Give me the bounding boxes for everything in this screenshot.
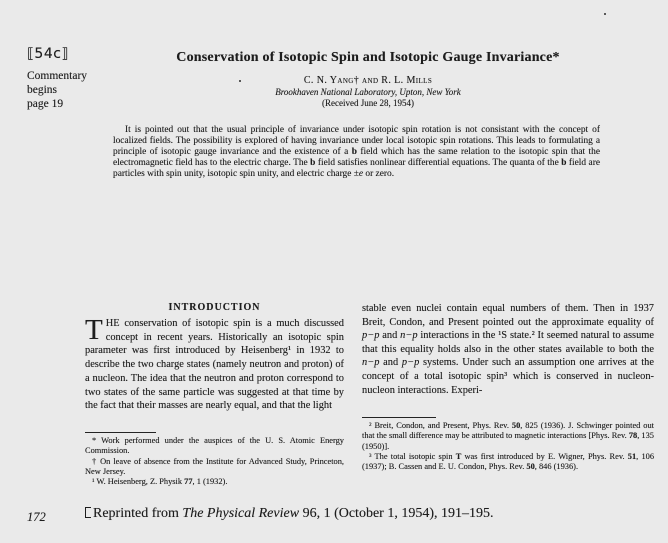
footnote-breit: ² Breit, Condon, and Present, Phys. Rev. 50, 825 (1936). J. Schwinger pointed out that the small difference may be attributed to magnetic interactions [Phys. Rev. 78, 135 (1950)]. (362, 421, 655, 451)
abstract-paragraph: It is pointed out that the usual principle of invariance under isotopic spin rotation is not consistant with the concept of localized fields. The possibility is explored of having invariance under local isotopic spin rotations. This leads to formulating a principle of isotopic gauge invariance and the existence of a b field which has the same relation to the isotopic spin that the electromagnetic field has to the electric charge. The b field satisfies nonlinear differential equations. The quanta of the b field are particles with spin unity, isotopic spin unity, and electric charge ±e or zero. (113, 125, 601, 179)
reprint-text: Reprinted from The Physical Review 96, 1 (October 1, 1954), 191–195. (93, 506, 494, 521)
reprint-citation (85, 506, 493, 522)
paper-authors: C. N. Yang† and R. L. Mills (303, 75, 433, 86)
footnote-heisenberg: ¹ W. Heisenberg, Z. Physik 77, 1 (1932). (92, 477, 228, 487)
footnote-rule-left (85, 432, 156, 433)
footnote-leave: † On leave of absence from the Institute for Advanced Study, Princeton, New Jersey. (85, 456, 344, 476)
intro-left-text: HE conservation of isotopic spin is a much discussed concept in recent years. Historically an isotopic spin parameter was first introduced by Heisenberg¹ in 1932 to describe the two charge states (namely neutron and proton) of a nucleon. The idea that the neutron and proton correspond to two states of the same particle was suggested at that time by the fact that their masses are nearly equal, and that the light (85, 318, 344, 412)
intro-right-column: stable even nuclei contain equal numbers of them. Then in 1937 Breit, Condon, and Present pointed out the approximate equality of p−p and n−p interactions in the ¹S state.² It seemed natural to assume that this equality holds also in the other states available to both the n−p and p−p systems. Under such an assumption one arrives at the concept of a total isotopic spin³ which is conserved in nucleon-nucleon interactions. Experi- (362, 303, 654, 396)
paper-affiliation: Brookhaven National Laboratory, Upton, New York (275, 87, 461, 97)
received-date: (Received June 28, 1954) (322, 98, 414, 108)
margin-note (27, 46, 87, 111)
paper-title: Conservation of Isotopic Spin and Isotopic Gauge Invariance* (176, 50, 560, 65)
paper-number-tag: ⟦54c⟧ (27, 46, 69, 62)
intro-left-column (85, 314, 344, 413)
corner-bracket-icon (85, 507, 91, 518)
book-page-number: 172 (27, 510, 46, 524)
margin-note-line: begins (27, 84, 58, 96)
footnote-work: * Work performed under the auspices of the U. S. Atomic Energy Commission. (85, 436, 344, 456)
section-heading-introduction: INTRODUCTION (168, 302, 261, 313)
drop-cap: T (85, 314, 103, 346)
footnotes-right (362, 421, 654, 472)
scan-artifact-dot (604, 13, 606, 15)
footnote-rule-right (362, 417, 436, 418)
margin-note-text (27, 69, 87, 111)
scan-artifact-dot (239, 80, 241, 82)
footnote-wigner: ³ The total isotopic spin T was first introduced by E. Wigner, Phys. Rev. 51, 106 (1937); B. Cassen and E. U. Condon, Phys. Rev. 50, 846 (1936). (362, 451, 655, 472)
margin-note-line: page 19 (27, 98, 64, 110)
paper-header (85, 50, 651, 108)
margin-note-line: Commentary (27, 70, 88, 82)
footnotes-left (85, 436, 344, 487)
